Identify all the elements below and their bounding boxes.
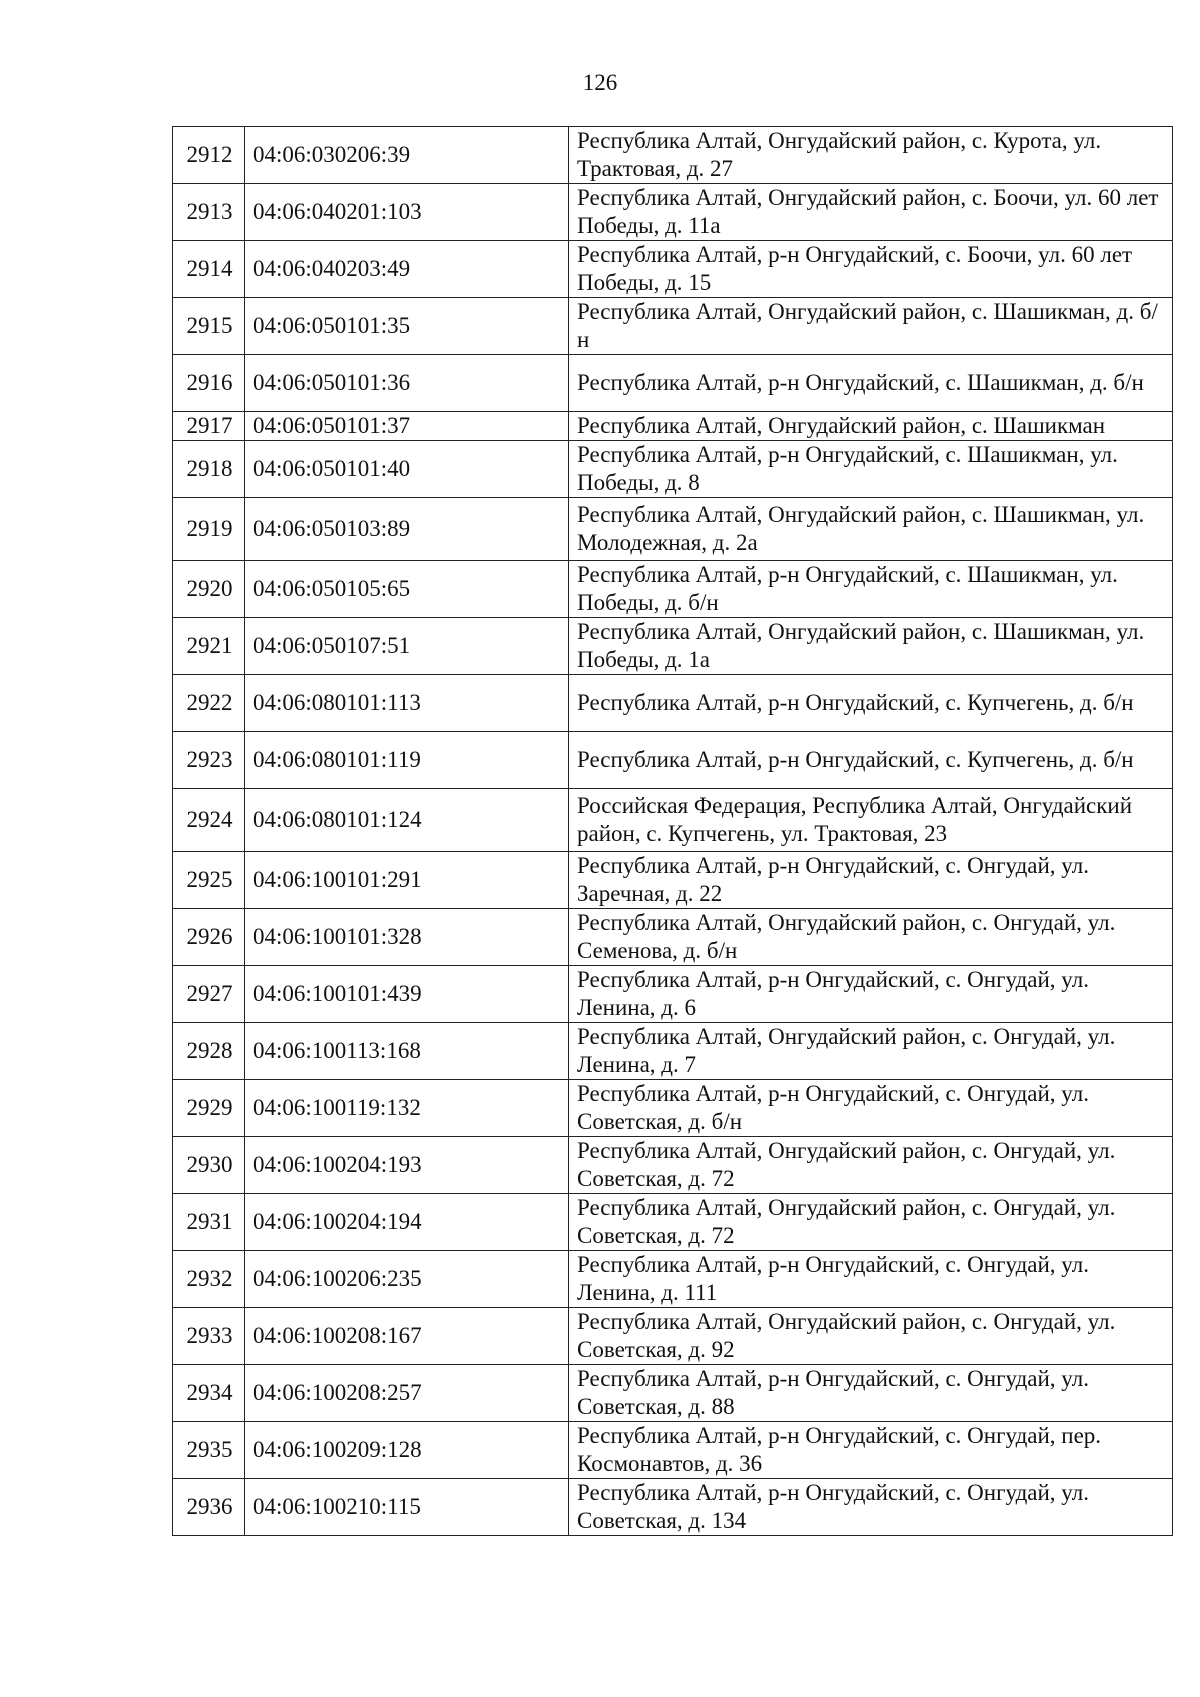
cadastral-number: 04:06:100206:235	[245, 1251, 569, 1308]
cadastral-number: 04:06:040203:49	[245, 241, 569, 298]
cadastral-number: 04:06:100209:128	[245, 1422, 569, 1479]
cadastral-number: 04:06:080101:124	[245, 789, 569, 852]
row-number: 2915	[173, 298, 245, 355]
row-number: 2912	[173, 127, 245, 184]
row-number: 2917	[173, 412, 245, 441]
cadastral-number: 04:06:050105:65	[245, 561, 569, 618]
cadastral-number: 04:06:100210:115	[245, 1479, 569, 1536]
registry-table	[172, 126, 1173, 1536]
row-number: 2931	[173, 1194, 245, 1251]
row-number: 2923	[173, 732, 245, 789]
table-row	[173, 298, 1173, 355]
table-row	[173, 498, 1173, 561]
address: Республика Алтай, р-н Онгудайский, с. Онгудай, пер. Космонавтов, д. 36	[569, 1422, 1173, 1479]
address: Российская Федерация, Республика Алтай, Онгудайский район, с. Купчегень, ул. Трактовая, 23	[569, 789, 1173, 852]
table-row	[173, 1479, 1173, 1536]
cadastral-number: 04:06:100208:167	[245, 1308, 569, 1365]
table-row	[173, 241, 1173, 298]
table-row	[173, 675, 1173, 732]
row-number: 2930	[173, 1137, 245, 1194]
cadastral-number: 04:06:050103:89	[245, 498, 569, 561]
cadastral-number: 04:06:040201:103	[245, 184, 569, 241]
table-row	[173, 355, 1173, 412]
address: Республика Алтай, Онгудайский район, с. Шашикман, ул. Победы, д. 1а	[569, 618, 1173, 675]
row-number: 2918	[173, 441, 245, 498]
row-number: 2936	[173, 1479, 245, 1536]
address: Республика Алтай, р-н Онгудайский, с. Шашикман, ул. Победы, д. б/н	[569, 561, 1173, 618]
address: Республика Алтай, Онгудайский район, с. Онгудай, ул. Советская, д. 72	[569, 1194, 1173, 1251]
row-number: 2924	[173, 789, 245, 852]
address: Республика Алтай, Онгудайский район, с. Онгудай, ул. Семенова, д. б/н	[569, 909, 1173, 966]
table-row	[173, 1137, 1173, 1194]
address: Республика Алтай, р-н Онгудайский, с. Онгудай, ул. Ленина, д. 111	[569, 1251, 1173, 1308]
table-row	[173, 412, 1173, 441]
table-row	[173, 1422, 1173, 1479]
row-number: 2933	[173, 1308, 245, 1365]
row-number: 2925	[173, 852, 245, 909]
address: Республика Алтай, Онгудайский район, с. Онгудай, ул. Советская, д. 72	[569, 1137, 1173, 1194]
table-row	[173, 732, 1173, 789]
address: Республика Алтай, р-н Онгудайский, с. Онгудай, ул. Ленина, д. 6	[569, 966, 1173, 1023]
row-number: 2916	[173, 355, 245, 412]
address: Республика Алтай, р-н Онгудайский, с. Шашикман, ул. Победы, д. 8	[569, 441, 1173, 498]
row-number: 2926	[173, 909, 245, 966]
cadastral-number: 04:06:100101:439	[245, 966, 569, 1023]
row-number: 2922	[173, 675, 245, 732]
cadastral-number: 04:06:100208:257	[245, 1365, 569, 1422]
address: Республика Алтай, Онгудайский район, с. Онгудай, ул. Ленина, д. 7	[569, 1023, 1173, 1080]
table-row	[173, 618, 1173, 675]
address: Республика Алтай, р-н Онгудайский, с. Купчегень, д. б/н	[569, 732, 1173, 789]
cadastral-number: 04:06:050101:36	[245, 355, 569, 412]
table-row	[173, 127, 1173, 184]
address: Республика Алтай, Онгудайский район, с. Онгудай, ул. Советская, д. 92	[569, 1308, 1173, 1365]
page-number: 126	[582, 70, 618, 95]
cadastral-number: 04:06:050107:51	[245, 618, 569, 675]
row-number: 2928	[173, 1023, 245, 1080]
row-number: 2927	[173, 966, 245, 1023]
address: Республика Алтай, р-н Онгудайский, с. Онгудай, ул. Советская, д. 88	[569, 1365, 1173, 1422]
table-row	[173, 789, 1173, 852]
cadastral-number: 04:06:080101:113	[245, 675, 569, 732]
table-row	[173, 1023, 1173, 1080]
address: Республика Алтай, р-н Онгудайский, с. Онгудай, ул. Советская, д. 134	[569, 1479, 1173, 1536]
cadastral-number: 04:06:100101:291	[245, 852, 569, 909]
row-number: 2921	[173, 618, 245, 675]
table-row	[173, 1365, 1173, 1422]
row-number: 2920	[173, 561, 245, 618]
cadastral-number: 04:06:100204:194	[245, 1194, 569, 1251]
table-row	[173, 909, 1173, 966]
address: Республика Алтай, р-н Онгудайский, с. Онгудай, ул. Заречная, д. 22	[569, 852, 1173, 909]
table-row	[173, 561, 1173, 618]
address: Республика Алтай, р-н Онгудайский, с. Купчегень, д. б/н	[569, 675, 1173, 732]
row-number: 2913	[173, 184, 245, 241]
address: Республика Алтай, р-н Онгудайский, с. Шашикман, д. б/н	[569, 355, 1173, 412]
address: Республика Алтай, Онгудайский район, с. Шашикман, д. б/н	[569, 298, 1173, 355]
address: Республика Алтай, Онгудайский район, с. Курота, ул. Трактовая, д. 27	[569, 127, 1173, 184]
address: Республика Алтай, р-н Онгудайский, с. Боочи, ул. 60 лет Победы, д. 15	[569, 241, 1173, 298]
row-number: 2914	[173, 241, 245, 298]
row-number: 2919	[173, 498, 245, 561]
row-number: 2932	[173, 1251, 245, 1308]
table-row	[173, 1251, 1173, 1308]
table-row	[173, 966, 1173, 1023]
table-row	[173, 1194, 1173, 1251]
row-number: 2929	[173, 1080, 245, 1137]
table-row	[173, 184, 1173, 241]
cadastral-number: 04:06:100101:328	[245, 909, 569, 966]
cadastral-number: 04:06:050101:40	[245, 441, 569, 498]
cadastral-number: 04:06:100113:168	[245, 1023, 569, 1080]
cadastral-number: 04:06:030206:39	[245, 127, 569, 184]
address: Республика Алтай, Онгудайский район, с. Шашикман	[569, 412, 1173, 441]
address: Республика Алтай, Онгудайский район, с. Шашикман, ул. Молодежная, д. 2а	[569, 498, 1173, 561]
table-row	[173, 441, 1173, 498]
row-number: 2935	[173, 1422, 245, 1479]
cadastral-number: 04:06:050101:37	[245, 412, 569, 441]
address: Республика Алтай, Онгудайский район, с. Боочи, ул. 60 лет Победы, д. 11а	[569, 184, 1173, 241]
table-row	[173, 1308, 1173, 1365]
cadastral-number: 04:06:100119:132	[245, 1080, 569, 1137]
table-row	[173, 852, 1173, 909]
cadastral-number: 04:06:100204:193	[245, 1137, 569, 1194]
cadastral-number: 04:06:080101:119	[245, 732, 569, 789]
table-row	[173, 1080, 1173, 1137]
cadastral-number: 04:06:050101:35	[245, 298, 569, 355]
row-number: 2934	[173, 1365, 245, 1422]
address: Республика Алтай, р-н Онгудайский, с. Онгудай, ул. Советская, д. б/н	[569, 1080, 1173, 1137]
